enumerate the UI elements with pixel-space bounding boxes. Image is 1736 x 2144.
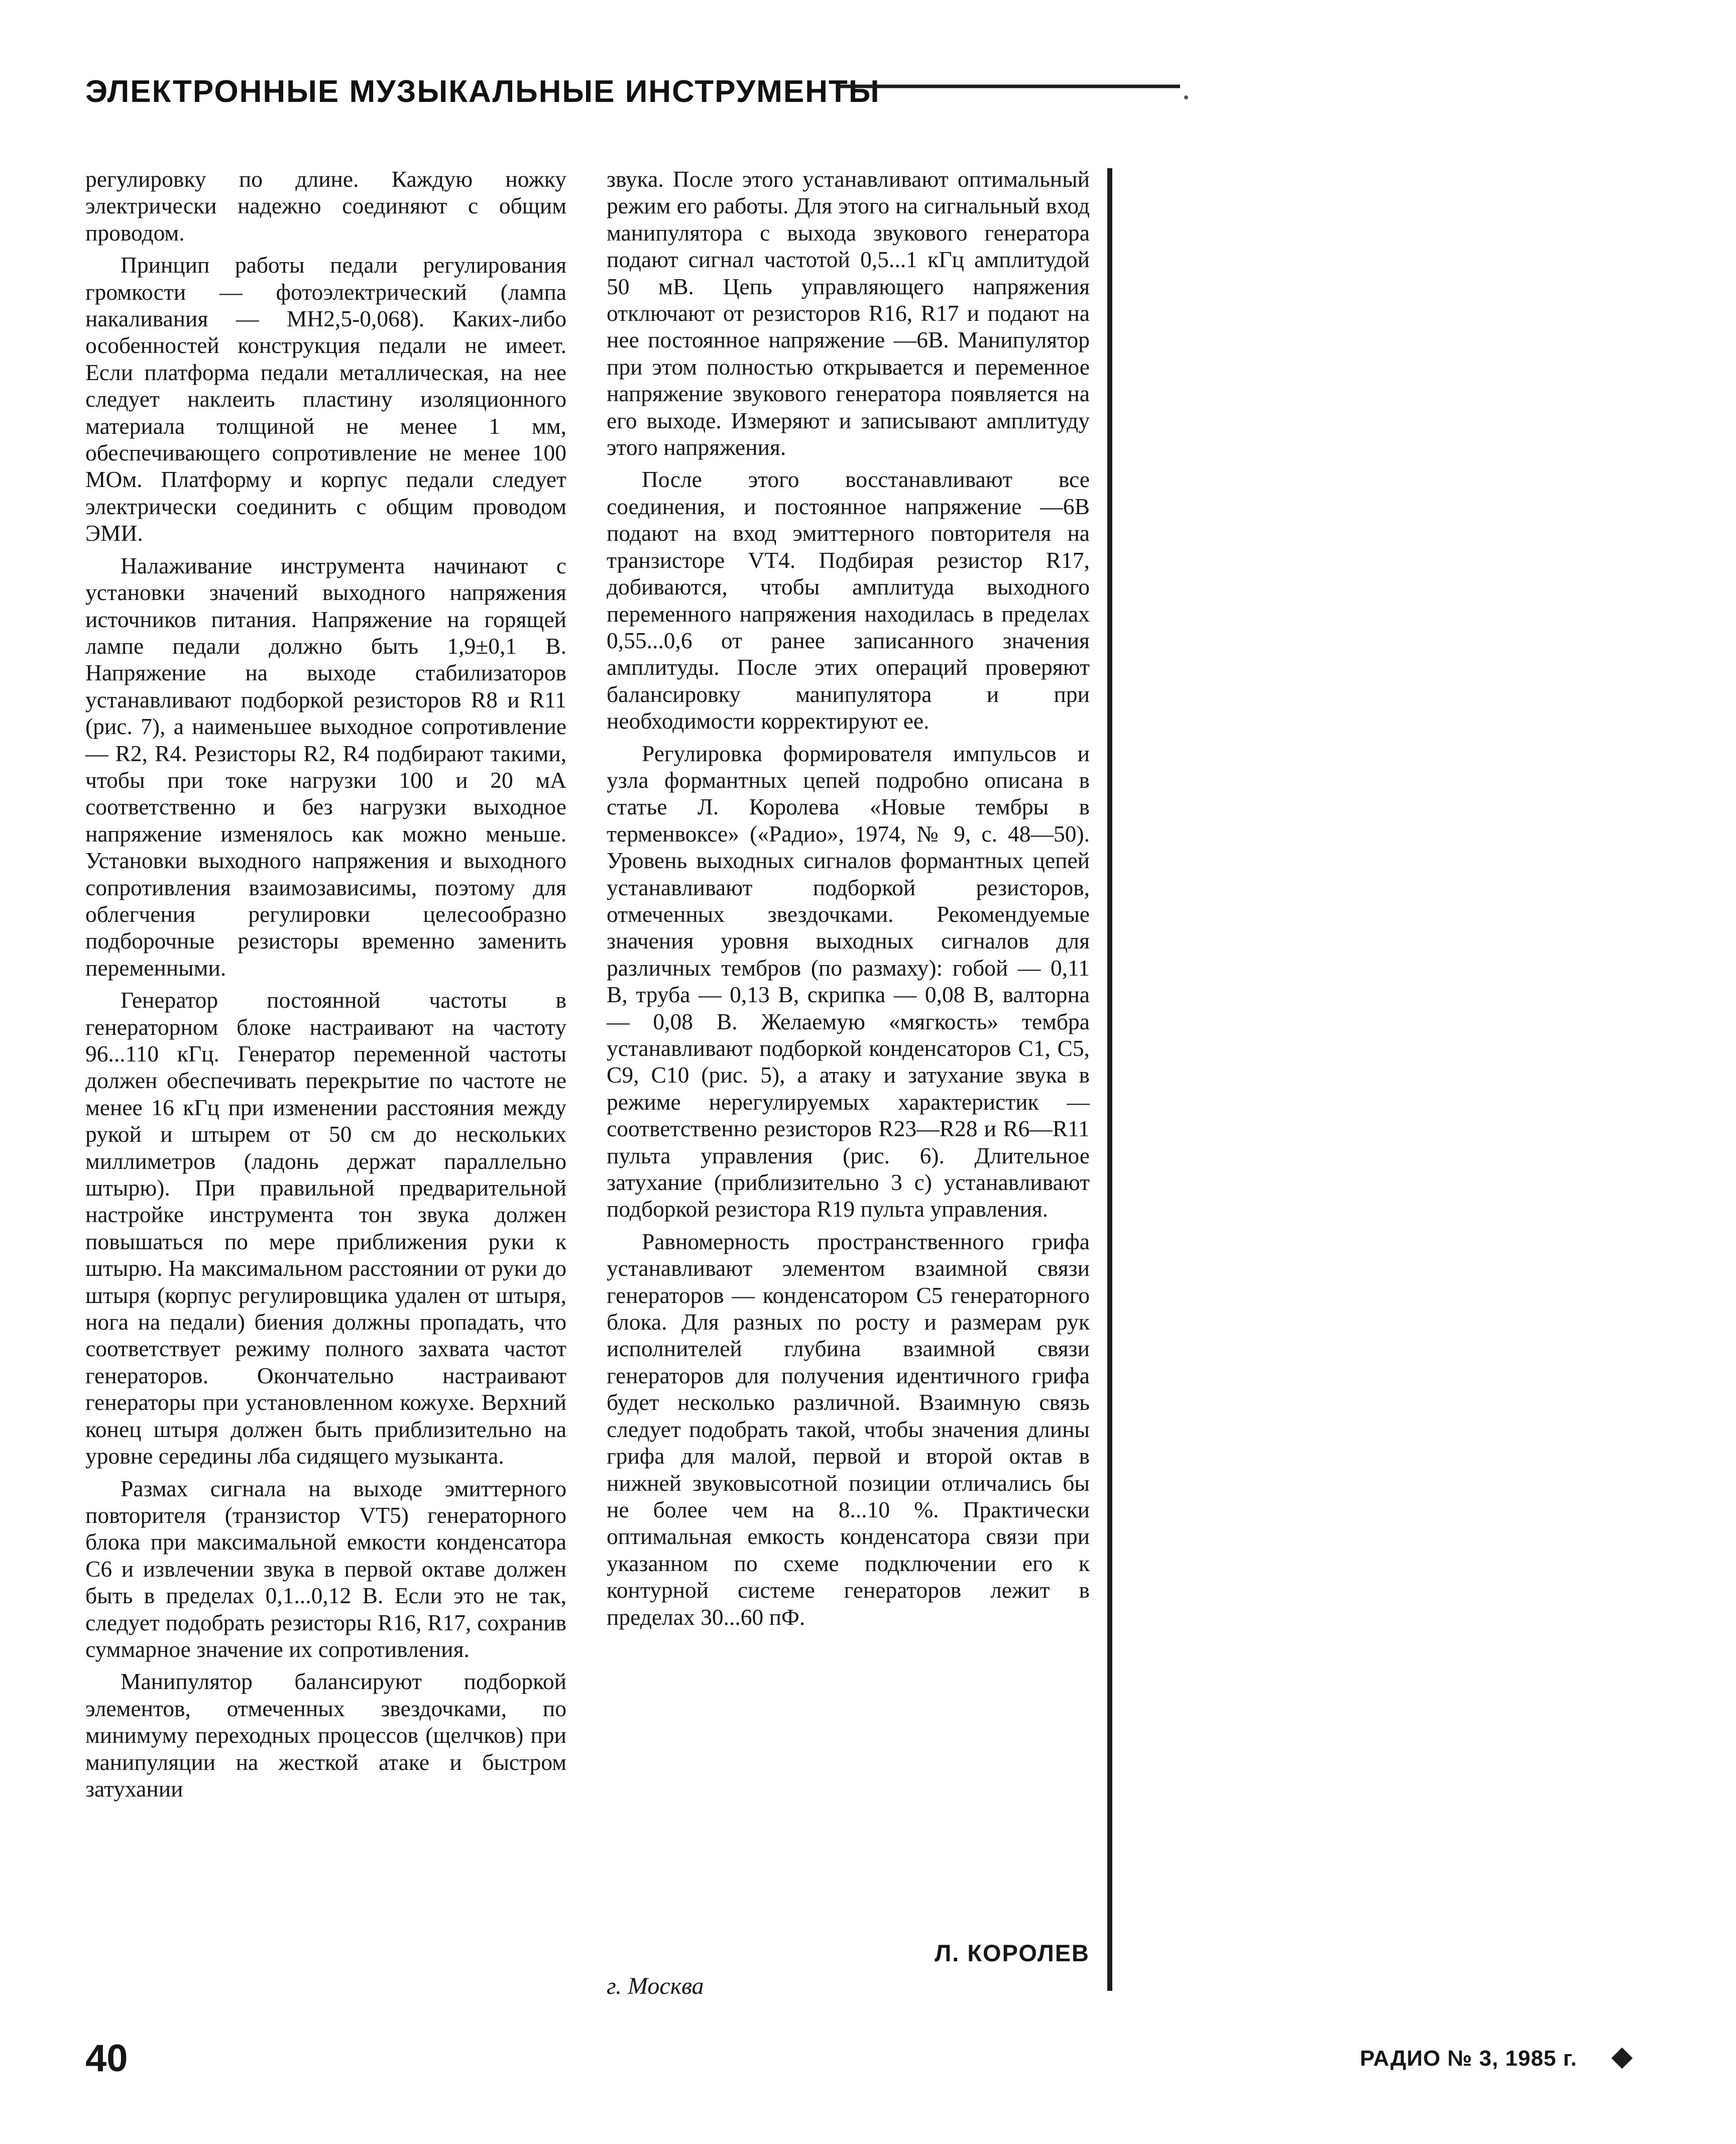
author-city: г. Москва bbox=[607, 1973, 704, 1999]
paragraph: звука. После этого устанавливают оптимальный режим его работы. Для этого на сигнальный вход манипулятора с выхода звукового генератора подают сигнал частотой 0,5...1 кГц амплитудой 50 мВ. Цепь управляющего напряжения отключают от резисторов R16, R17 и подают на нее постоянное напряжение —6В. Манипулятор при этом полностью открывается и переменное напряжение звукового генератора появляется на его выходе. Измеряют и записывают амплитуду этого напряжения. bbox=[607, 166, 1090, 460]
paragraph: После этого восстанавливают все соединения, и постоянное напряжение —6В подают на вход эмиттерного повторителя на транзисторе VT4. Подбирая резистор R17, добиваются, чтобы амплитуда выходного переменного напряжения находилась в пределах 0,55...0,6 от ранее записанного значения амплитуды. После этих операций проверяют балансировку манипулятора и при необходимости корректируют ее. bbox=[607, 466, 1090, 734]
right-column bbox=[607, 166, 1090, 1636]
page-header bbox=[85, 69, 1120, 114]
left-column bbox=[85, 166, 566, 1808]
paragraph: Размах сигнала на выходе эмиттерного повторителя (транзистор VT5) генераторного блока при максимальной емкости конденсатора С6 и извлечении звука в первой октаве должен быть в пределах 0,1...0,12 В. Если это не так, следует подобрать резисторы R16, R17, сохранив суммарное значение их сопротивления. bbox=[85, 1475, 566, 1662]
paragraph: Принцип работы педали регулирования громкости — фотоэлектрический (лампа накаливания — МН2,5-0,068). Каких-либо особенностей конструкция педали не имеет. Если платформа педали металлическая, на нее следует наклеить пластину изоляционного материала толщиной не менее 1 мм, обеспечивающего сопротивление не менее 100 МОм. Платформу и корпус педали следует электрически соединить с общим проводом ЭМИ. bbox=[85, 252, 566, 546]
diamond-icon bbox=[1611, 2048, 1633, 2069]
page-number: 40 bbox=[85, 2037, 128, 2080]
paragraph: Манипулятор балансируют подборкой элементов, отмеченных звездочками, по минимуму переходных процессов (щелчков) при манипуляции на жесткой атаке и быстром затухании bbox=[85, 1669, 566, 1802]
paragraph: Равномерность пространственного грифа устанавливают элементом взаимной связи генераторов — конденсатором С5 генераторного блока. Для разных по росту и размерам рук исполнителей глубина взаимной связи генераторов для получения идентичного грифа будет несколько различной. Взаимную связь следует подобрать такой, чтобы значения длины грифа для малой, первой и второй октав в нижней звуковысотной позиции отличались бы не более чем на 8...10 %. Практически оптимальная емкость конденсатора связи при указанном по схеме подключении его к контурной системе генераторов лежит в пределах 30...60 пФ. bbox=[607, 1228, 1090, 1630]
column-divider bbox=[1107, 168, 1112, 1991]
author-name: Л. КОРОЛЕВ bbox=[935, 1940, 1090, 1966]
paragraph: Налаживание инструмента начинают с установки значений выходного напряжения источников питания. Напряжение на горящей лампе педали должно быть 1,9±0,1 В. Напряжение на выходе стабилизаторов устанавливают подборкой резисторов R8 и R11 (рис. 7), а наименьшее выходное сопротивление — R2, R4. Резисторы R2, R4 подбирают такими, чтобы при токе нагрузки 100 и 20 мА соответственно и без нагрузки выходное напряжение изменялось как можно меньше. Установки выходного напряжения и выходного сопротивления взаимозависимы, поэтому для облегчения регулировки целесообразно подборочные резисторы временно заменить переменными. bbox=[85, 552, 566, 981]
paragraph: Регулировка формирователя импульсов и узла формантных цепей подробно описана в статье Л. Королева «Новые тембры в терменвоксе» («Радио», 1974, № 9, с. 48—50). Уровень выходных сигналов формантных цепей устанавливают подборкой резисторов, отмеченных звездочками. Рекомендуемые значения уровня выходных сигналов для различных тембров (по размаху): гобой — 0,11 В, труба — 0,13 В, скрипка — 0,08 В, валторна — 0,08 В. Желаемую «мягкость» тембра устанавливают подборкой конденсаторов С1, С5, С9, С10 (рис. 5), а атаку и затухание звука в режиме нерегулируемых характеристик — соответственно резисторов R23—R28 и R6—R11 пульта управления (рис. 6). Длительное затухание (приблизительно 3 с) устанавливают подборкой резистора R19 пульта управления. bbox=[607, 740, 1090, 1222]
paragraph: Генератор постоянной частоты в генераторном блоке настраивают на частоту 96...110 кГц. Генератор переменной частоты должен обеспечивать перекрытие по частоте не менее 16 кГц при изменении расстояния между рукой и штырем от 50 см до нескольких миллиметров (ладонь держат параллельно штырю). При правильной предварительной настройке инструмента тон звука должен повышаться по мере приближения руки к штырю. На максимальном расстоянии от руки до штыря (корпус регулировщика удален от штыря, нога на педали) биения должны пропадать, что соответствует режиму полного захвата частот генераторов. Окончательно настраивают генераторы при установленном кожухе. Верхний конец штыря должен быть приблизительно на уровне середины лба сидящего музыканта. bbox=[85, 987, 566, 1469]
header-rule bbox=[839, 69, 1190, 114]
section-title: ЭЛЕКТРОННЫЕ МУЗЫКАЛЬНЫЕ ИНСТРУМЕНТЫ bbox=[85, 74, 880, 109]
paragraph: регулировку по длине. Каждую ножку электрически надежно соединяют с общим проводом. bbox=[85, 166, 566, 246]
signature-block bbox=[607, 1938, 1090, 2003]
journal-info: РАДИО № 3, 1985 г. bbox=[1360, 2046, 1577, 2071]
